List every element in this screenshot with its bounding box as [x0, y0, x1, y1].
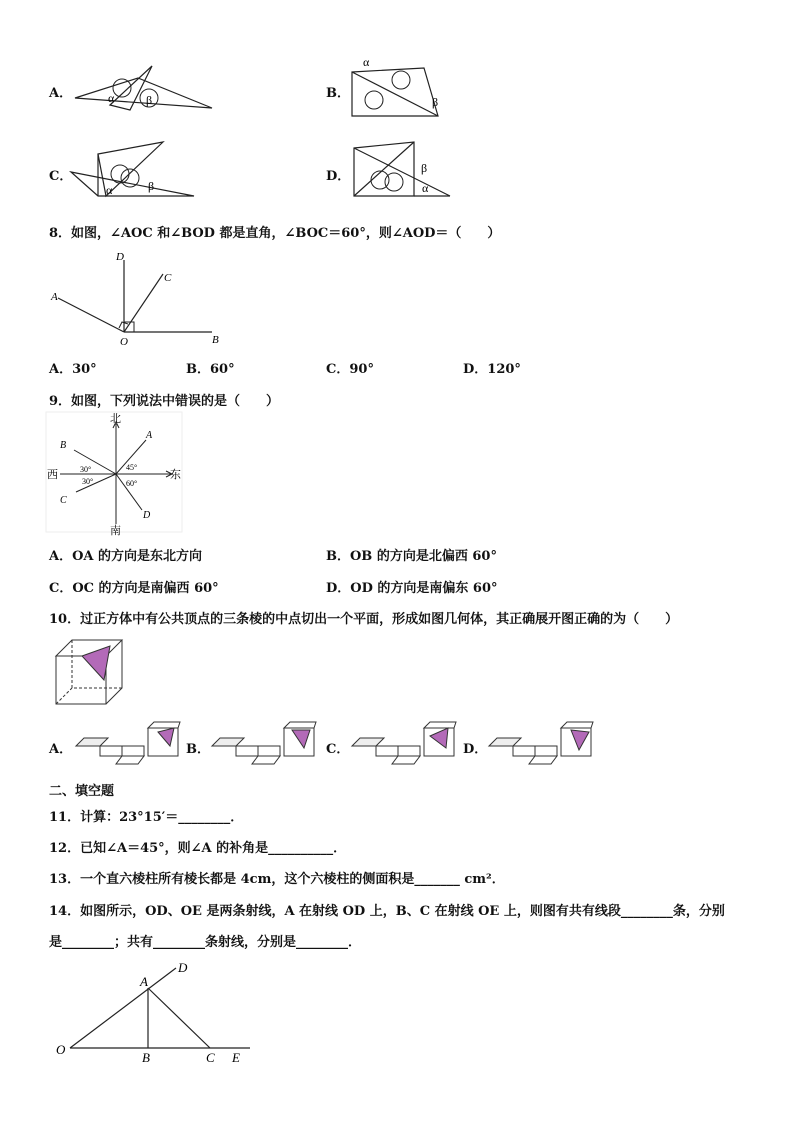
q7-option-b-label[interactable]: B．	[326, 86, 350, 101]
q14-line2: 是________；共有________条射线，分别是________．	[49, 935, 362, 950]
q7c-beta: β	[148, 179, 155, 193]
q10-option-d-label[interactable]: D．	[463, 742, 488, 757]
q9-angle-60: 60°	[126, 479, 138, 488]
q7-figure-a[interactable]	[70, 60, 220, 120]
q7-figure-b[interactable]	[348, 55, 448, 123]
q10-option-c-label[interactable]: C．	[326, 742, 350, 757]
q9-angle-45: 45°	[126, 463, 138, 472]
q14-label-b: B	[142, 1050, 150, 1065]
q9-north: 北	[110, 413, 121, 425]
q8-label-a: A	[51, 291, 58, 303]
q9-east: 东	[170, 469, 181, 481]
q8-label-d: D	[116, 251, 124, 263]
q10-option-a-label[interactable]: A．	[49, 742, 73, 757]
q8-option-c[interactable]: C．90°	[326, 362, 374, 377]
q9-option-a[interactable]: A．OA 的方向是东北方向	[49, 549, 203, 564]
q9-label-a: A	[146, 430, 153, 441]
section2-title: 二、填空题	[49, 784, 115, 799]
q7-option-a-label[interactable]: A．	[49, 86, 73, 101]
q14-line1: 14．如图所示，OD、OE 是两条射线，A 在射线 OD 上，B、C 在射线 OE 上，则图有共有线段________条，分别	[49, 904, 725, 919]
q10-net-b[interactable]	[208, 720, 318, 768]
q7a-beta: β	[146, 93, 153, 107]
q7b-alpha: α	[363, 55, 370, 69]
q7-option-d-label[interactable]: D．	[326, 169, 351, 184]
q8-label-o: O	[120, 336, 128, 348]
q9-west: 西	[47, 469, 58, 481]
q8-option-a[interactable]: A．30°	[49, 362, 97, 377]
q10-stem: 10．过正方体中有公共顶点的三条棱的中点切出一个平面，形成如图几何体，其正确展开图正确的为（ ）	[49, 612, 679, 627]
q10-net-c[interactable]	[348, 720, 458, 768]
q7c-alpha: α	[106, 183, 113, 197]
q9-option-b[interactable]: B．OB 的方向是北偏西 60°	[326, 549, 497, 564]
q10-net-d[interactable]	[485, 720, 595, 768]
q8-option-d[interactable]: D．120°	[463, 362, 521, 377]
q9-south: 南	[110, 525, 121, 537]
q11-text: 11．计算：23°15′＝________．	[49, 810, 244, 825]
q10-option-b-label[interactable]: B．	[186, 742, 210, 757]
q14-label-c: C	[206, 1050, 215, 1065]
q9-label-c: C	[60, 495, 67, 506]
q9-label-b: B	[60, 440, 67, 451]
q7-figure-d[interactable]	[350, 138, 460, 203]
q9-option-c[interactable]: C．OC 的方向是南偏西 60°	[49, 581, 219, 596]
q9-label-d: D	[143, 510, 151, 521]
q8-label-b: B	[212, 334, 219, 346]
q9-stem: 9．如图，下列说法中错误的是（ ）	[49, 394, 280, 409]
q8-stem: 8．如图，∠AOC 和∠BOD 都是直角，∠BOC＝60°，则∠AOD＝（ ）	[49, 226, 501, 241]
q9-angle-30a: 30°	[80, 465, 92, 474]
q14-label-d: D	[178, 960, 188, 975]
q8-figure	[48, 248, 238, 348]
q10-net-a[interactable]	[72, 720, 182, 768]
q14-label-a: A	[140, 974, 148, 989]
q12-text: 12．已知∠A＝45°，则∠A 的补角是__________．	[49, 841, 347, 856]
q7-figure-c[interactable]	[68, 138, 198, 203]
q7b-beta: β	[432, 95, 439, 109]
q9-compass-figure	[46, 412, 186, 537]
q7d-alpha: α	[422, 181, 429, 195]
q8-option-b[interactable]: B．60°	[186, 362, 235, 377]
q13-text: 13．一个直六棱柱所有棱长都是 4cm，这个六棱柱的侧面积是_______ cm²．	[49, 872, 505, 887]
q14-label-o: O	[56, 1042, 66, 1057]
q9-angle-30b: 30°	[82, 477, 94, 486]
q10-cube-figure	[52, 636, 132, 708]
q7-option-c-label[interactable]: C．	[49, 169, 73, 184]
q8-label-c: C	[164, 272, 172, 284]
q14-figure	[50, 958, 260, 1068]
q14-label-e: E	[232, 1050, 240, 1065]
q7a-alpha: α	[108, 91, 115, 105]
q7d-beta: β	[421, 161, 428, 175]
q9-option-d[interactable]: D．OD 的方向是南偏东 60°	[326, 581, 498, 596]
